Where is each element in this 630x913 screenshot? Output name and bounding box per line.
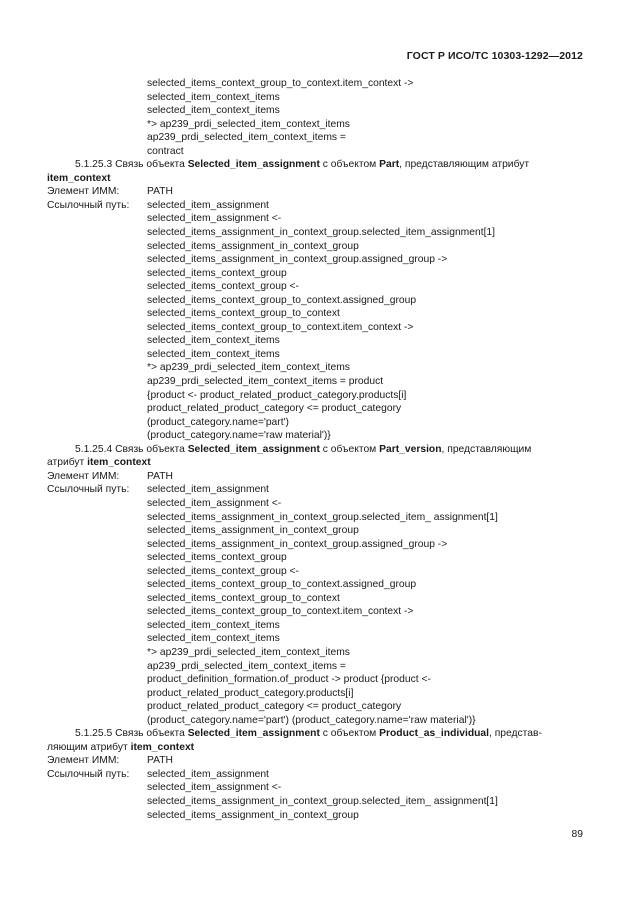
document-body [47,77,583,822]
path-line: *> ap239_prdi_selected_item_context_items [147,362,350,374]
path-line: selected_items_assignment_in_context_group.assigned_group -> [147,538,448,550]
page-header-title: ГОСТ Р ИСО/ТС 10303-1292—2012 [406,50,583,62]
path-line: (product_category.name='part') (product_category.name='raw material')} [147,714,476,726]
path-line: selected_items_assignment_in_context_group.selected_item_ assignment[1] [147,511,498,523]
element-value: PATH [147,186,173,198]
path-line: (product_category.name='raw material')} [147,430,331,442]
element-row [47,185,583,199]
path-line: selected_items_context_group_to_context [147,592,340,604]
path-line: selected_item_assignment <- [147,497,282,509]
reference-label: Ссылочный путь: [47,768,130,780]
section-heading: 5.1.25.5 Связь объекта Selected_item_assignment с объектом Product_as_individual, представ- [75,728,542,740]
path-line: selected_items_assignment_in_context_group [147,240,359,252]
element-label: Элемент ИММ: [47,755,120,767]
path-line: selected_item_context_items [147,619,280,631]
path-line: selected_items_assignment_in_context_group [147,809,359,821]
element-label: Элемент ИММ: [47,470,120,482]
path-line: selected_items_context_group <- [147,565,299,577]
section-5-1-25-3 [47,158,583,442]
path-line: selected_item_assignment <- [147,213,282,225]
path-line: selected_item_assignment [147,199,269,211]
path-line: selected_items_assignment_in_context_group [147,525,359,537]
path-line: selected_item_assignment [147,484,269,496]
element-row [47,470,583,484]
path-line: ap239_prdi_selected_item_context_items = product [147,376,384,388]
path-line: *> ap239_prdi_selected_item_context_items [147,118,350,130]
section-heading-continuation: атрибут item_context [47,457,151,469]
path-line: selected_item_context_items [147,105,280,117]
path-line: product_related_product_category <= product_category [147,403,402,415]
element-value: PATH [147,755,173,767]
section-heading-continuation: item_context [47,172,111,184]
path-line: {product <- product_related_product_category.products[i] [147,389,407,401]
section-heading: 5.1.25.3 Связь объекта Selected_item_assignment с объектом Part, представляющим атрибут [75,159,530,171]
path-line: selected_items_context_group_to_context.assigned_group [147,579,417,591]
path-line: selected_item_assignment <- [147,782,282,794]
section-heading-continuation: ляющим атрибут item_context [47,741,195,753]
section-5-1-25-5 [47,727,583,822]
path-line: selected_items_context_group_to_context.item_context -> [147,606,414,618]
path-line: selected_item_context_items [147,91,280,103]
top-path-lines [47,77,583,158]
path-line: selected_items_assignment_in_context_group.selected_item_assignment[1] [147,227,496,239]
path-line: selected_item_assignment [147,768,269,780]
path-line: selected_items_context_group [147,267,287,279]
page-number: 89 [571,829,583,840]
path-line: product_definition_formation.of_product -> product {product <- [147,674,431,686]
path-line: ap239_prdi_selected_item_context_items = [147,132,346,144]
reference-label: Ссылочный путь: [47,484,130,496]
element-value: PATH [147,470,173,482]
path-line: selected_items_context_group [147,552,287,564]
path-line: (product_category.name='part') [147,416,289,428]
section-heading: 5.1.25.4 Связь объекта Selected_item_assignment с объектом Part_version, представляющим [75,443,532,455]
element-row [47,754,583,768]
path-line: ap239_prdi_selected_item_context_items = [147,660,346,672]
path-line: product_related_product_category <= product_category [147,701,402,713]
path-line: selected_item_context_items [147,348,280,360]
path-line: selected_items_assignment_in_context_group.assigned_group -> [147,254,448,266]
reference-row [47,483,583,497]
path-line: selected_item_context_items [147,633,280,645]
path-line: selected_items_context_group_to_context [147,308,340,320]
path-line: selected_items_context_group_to_context.item_context -> [147,321,414,333]
path-line: selected_items_context_group <- [147,281,299,293]
path-line: contract [147,145,184,157]
element-label: Элемент ИММ: [47,186,120,198]
reference-row [47,768,583,782]
path-line: selected_items_context_group_to_context.assigned_group [147,294,417,306]
reference-label: Ссылочный путь: [47,199,130,211]
path-line: selected_items_context_group_to_context.item_context -> [147,78,414,89]
path-line: selected_item_context_items [147,335,280,347]
path-line: selected_items_assignment_in_context_group.selected_item_ assignment[1] [147,795,498,807]
path-line: *> ap239_prdi_selected_item_context_items [147,646,350,658]
reference-row [47,199,583,213]
section-5-1-25-4 [47,443,583,727]
path-line: product_related_product_category.products[i] [147,687,354,699]
